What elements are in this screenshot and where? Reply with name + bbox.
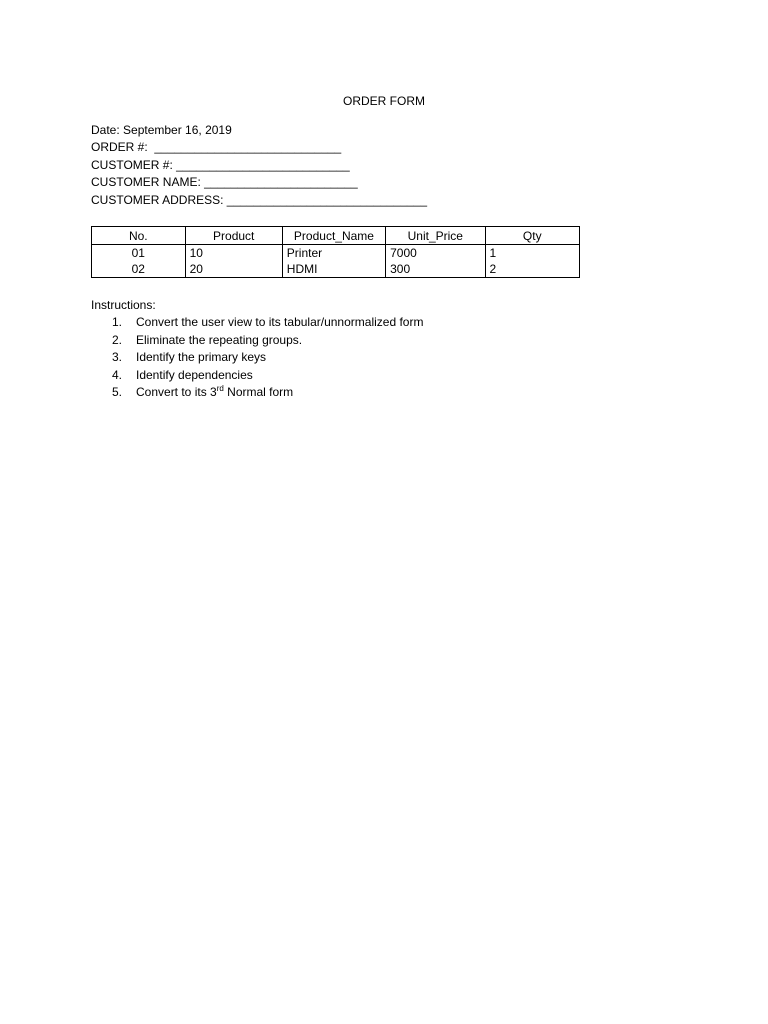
instructions-section [91,297,423,401]
instructions-list [91,314,423,401]
cell-product: 20 [185,261,282,278]
header-product-name: Product_Name [282,227,385,245]
instructions-heading: Instructions: [91,298,156,312]
list-item-number: 5. [112,385,123,400]
page-title: ORDER FORM [343,94,425,108]
list-item [91,367,423,384]
cell-unit-price: 7000 [386,245,485,262]
list-item-text-before: Convert to its 3 [136,385,217,400]
list-item-number: 1. [112,315,123,330]
list-item [91,384,423,401]
order-table [91,226,580,278]
cell-product-name: Printer [282,245,385,262]
list-item-superscript: rd [216,384,224,394]
cell-qty: 2 [485,261,579,278]
table-header-row [92,227,580,245]
header-no: No. [92,227,186,245]
order-fields [91,122,427,209]
list-item [91,332,423,349]
list-item [91,349,423,366]
customer-number-field: CUSTOMER #: __________________________ [91,157,350,172]
cell-qty: 1 [485,245,579,262]
table-row [92,245,580,262]
list-item-number: 4. [112,367,123,382]
customer-name-field: CUSTOMER NAME: _______________________ [91,175,358,190]
order-number-field: ORDER #: ____________________________ [91,140,342,155]
list-item [91,314,423,331]
list-item-text: Convert the user view to its tabular/unnormalized form [136,315,424,330]
cell-no: 01 [92,245,186,262]
list-item-text: Eliminate the repeating groups. [136,332,303,347]
list-item-text: Identify dependencies [136,367,253,382]
cell-product: 10 [185,245,282,262]
cell-product-name: HDMI [282,261,385,278]
header-qty: Qty [485,227,579,245]
list-item-text-after: Normal form [223,385,294,400]
customer-address-field: CUSTOMER ADDRESS: ______________________________ [91,192,428,207]
table-row [92,261,580,278]
list-item-number: 2. [112,332,123,347]
list-item-number: 3. [112,350,123,365]
cell-unit-price: 300 [386,261,485,278]
header-product: Product [185,227,282,245]
header-unit-price: Unit_Price [386,227,485,245]
list-item-text: Identify the primary keys [136,350,267,365]
cell-no: 02 [92,261,186,278]
date-field: Date: September 16, 2019 [91,123,232,137]
